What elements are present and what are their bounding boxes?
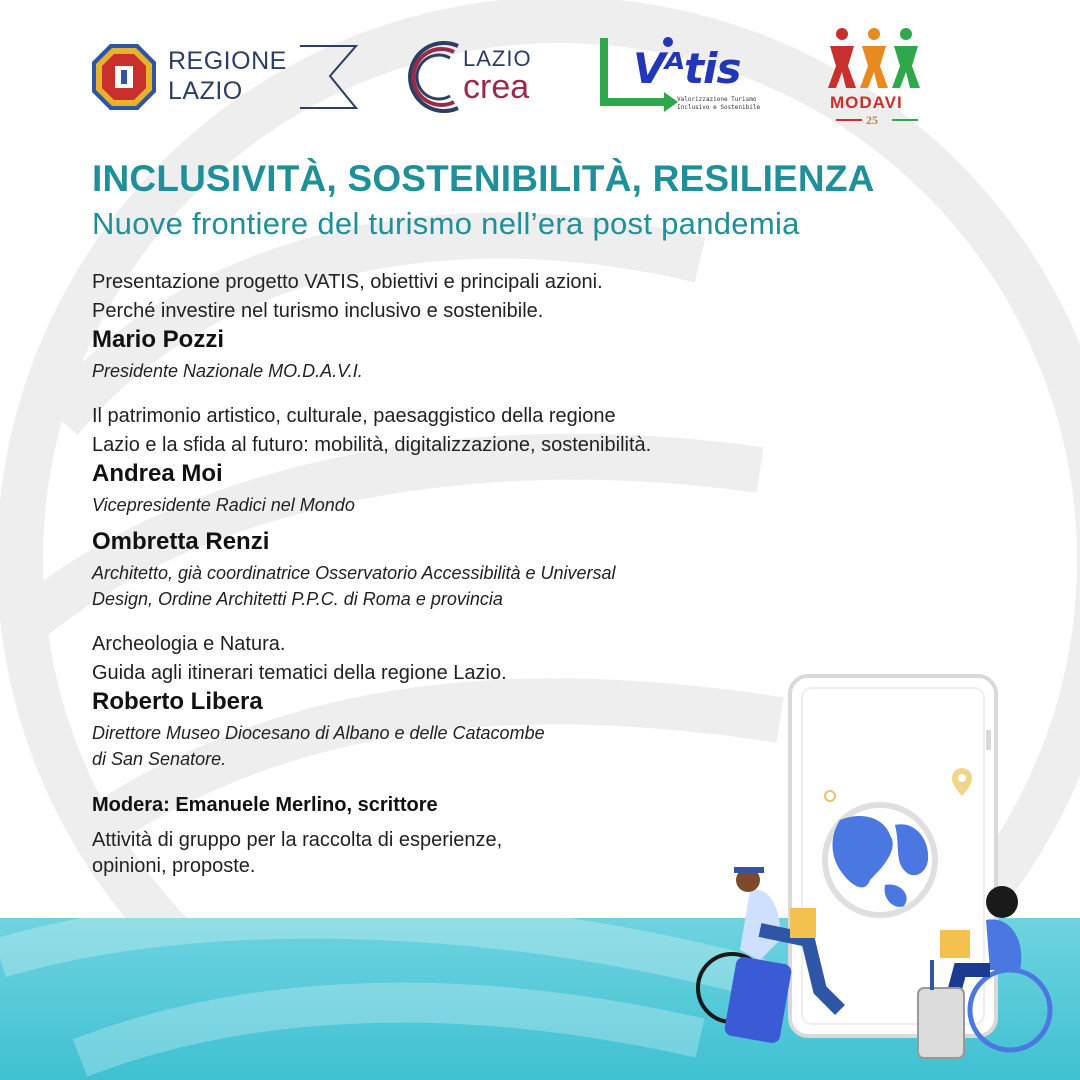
speaker-role: Vicepresidente Radici nel Mondo — [92, 495, 355, 515]
vatis-subtitle-line1: Valorizzazione Turismo — [677, 96, 757, 103]
section-1-line-1: Presentazione progetto VATIS, obiettivi e principali azioni. — [92, 271, 603, 293]
modavi-figures-icon — [826, 26, 924, 92]
modavi-wordmark: MODAVI — [830, 93, 903, 112]
speaker-name: Ombretta Renzi — [92, 528, 270, 555]
lazio-crea-c-icon — [402, 38, 464, 116]
speaker-role: Design, Ordine Architetti P.P.C. di Roma e provincia — [92, 589, 503, 609]
regione-lazio-text — [168, 46, 287, 106]
speaker-name: Andrea Moi — [92, 460, 223, 487]
speaker-role: Architetto, già coordinatrice Osservatorio Accessibilità e Universal — [92, 563, 616, 583]
lazio-crea-line2: crea — [463, 68, 530, 106]
speaker-name: Roberto Libera — [92, 688, 263, 715]
section-4-line-2: Guida agli itinerari tematici della regione Lazio. — [92, 662, 507, 684]
regione-lazio-chevron-icon — [300, 44, 358, 110]
page-title: INCLUSIVITÀ, SOSTENIBILITÀ, RESILIENZA — [92, 158, 875, 199]
section-2-line-1: Il patrimonio artistico, culturale, paesaggistico della regione — [92, 405, 616, 427]
vatis-subtitle — [677, 96, 760, 112]
closing-line-2: opinioni, proposte. — [92, 855, 256, 877]
lazio-crea-line1: LAZIO — [463, 46, 532, 71]
section-1-line-2: Perché investire nel turismo inclusivo e sostenibile. — [92, 300, 544, 322]
section-2-line-2: Lazio e la sfida al futuro: mobilità, digitalizzazione, sostenibilità. — [92, 434, 652, 456]
regione-lazio-line2: LAZIO — [168, 77, 243, 105]
speaker-role: di San Senatore. — [92, 749, 227, 769]
moderator-line: Modera: Emanuele Merlino, scrittore — [92, 794, 438, 816]
vatis-subtitle-line2: Inclusivo e Sostenibile — [677, 104, 761, 111]
speaker-name: Mario Pozzi — [92, 326, 225, 353]
closing-line-1: Attività di gruppo per la raccolta di esperienze, — [92, 829, 503, 851]
globe-icon — [822, 802, 938, 918]
section-4-line-1: Archeologia e Natura. — [92, 633, 286, 655]
page-subtitle: Nuove frontiere del turismo nell’era post pandemia — [92, 206, 800, 241]
regione-lazio-line1: REGIONE — [168, 47, 287, 75]
speaker-role: Direttore Museo Diocesano di Albano e delle Catacombe — [92, 723, 545, 743]
speaker-role: Presidente Nazionale MO.D.A.V.I. — [92, 361, 363, 381]
regione-lazio-crest-icon — [90, 42, 158, 112]
travel-illustration — [690, 670, 1070, 1070]
vatis-wordmark: Vᴬtis — [633, 44, 741, 93]
modavi-number: 25 — [866, 113, 878, 127]
